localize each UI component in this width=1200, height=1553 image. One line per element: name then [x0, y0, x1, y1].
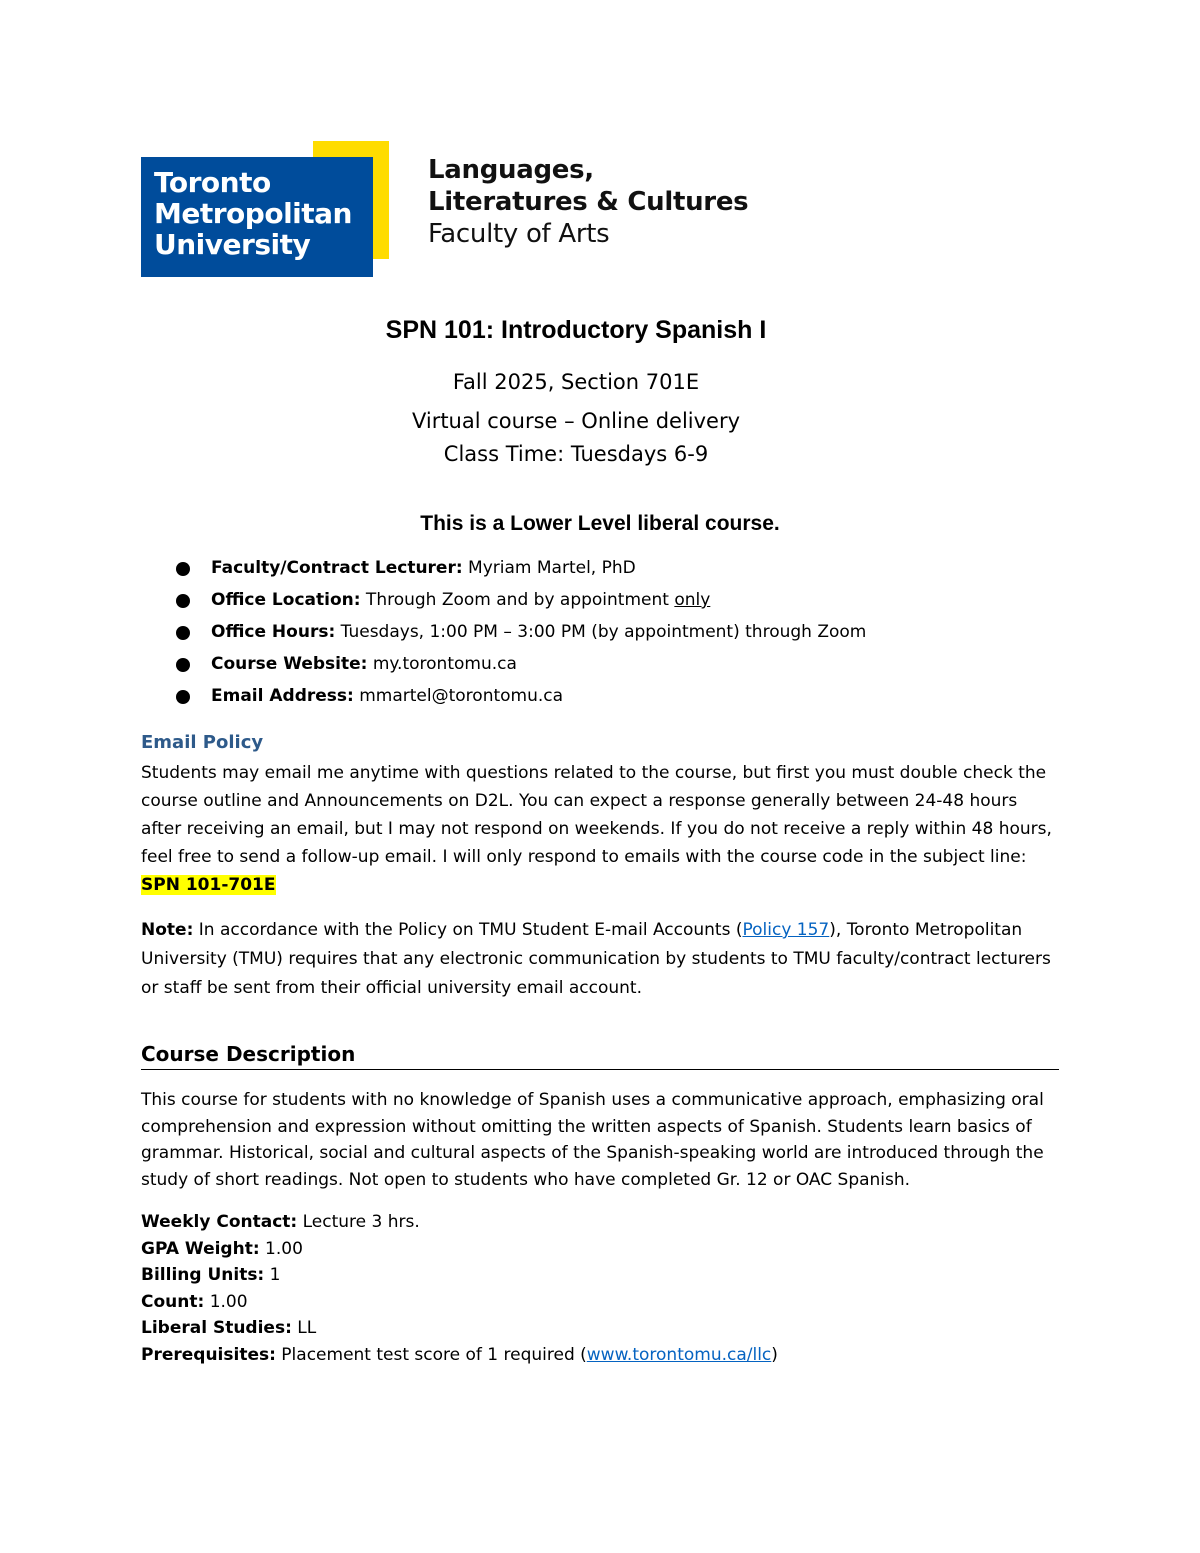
fact-weekly-contact: Weekly Contact: Lecture 3 hrs. — [141, 1212, 420, 1232]
dept-line-3: Faculty of Arts — [428, 219, 610, 249]
contact-item: Office Location: Through Zoom and by appointment only — [176, 588, 866, 620]
dept-line-2: Literatures & Cultures — [428, 187, 749, 217]
course-description-heading: Course Description — [141, 1042, 356, 1066]
contact-list — [176, 556, 866, 716]
fact-count: Count: 1.00 — [141, 1291, 248, 1312]
course-code-highlight: SPN 101-701E — [141, 875, 276, 895]
course-facts — [141, 1209, 778, 1368]
bullet-icon — [176, 690, 190, 704]
bullet-icon — [176, 626, 190, 640]
course-delivery: Virtual course – Online delivery — [411, 409, 741, 433]
logo-line-3: University — [154, 228, 311, 261]
contact-item: Faculty/Contract Lecturer: Myriam Martel, PhD — [176, 556, 866, 588]
course-term: Fall 2025, Section 701E — [452, 370, 700, 394]
fact-gpa-weight: GPA Weight: 1.00 — [141, 1238, 303, 1259]
policy-157-link[interactable]: Policy 157 — [742, 920, 830, 940]
fact-prerequisites: Prerequisites: Placement test score of 1 required (www.torontomu.ca/llc) — [141, 1344, 778, 1365]
section-divider — [141, 1069, 1059, 1070]
llc-website-link[interactable]: www.torontomu.ca/llc — [586, 1344, 772, 1365]
department-name — [428, 154, 748, 250]
bullet-icon — [176, 658, 190, 672]
fact-liberal-studies: Liberal Studies: LL — [141, 1318, 317, 1338]
logo-line-1: Toronto — [154, 166, 271, 199]
bullet-icon — [176, 594, 190, 608]
liberal-note: This is a Lower Level liberal course. — [420, 512, 780, 535]
course-title: SPN 101: Introductory Spanish I — [385, 316, 767, 344]
email-policy-text: Students may email me anytime with questions related to the course, but first you must double check the course outline and Announcements on D2L. You can expect a response generally between 24-48 hours after receiving an email, but I may not respond on weekends. If you do not receive a reply within 48 hours, feel free to send a follow-up email. I will only respond to emails with the course code in the subject line: SPN 101-701E — [141, 763, 1052, 895]
university-logo — [141, 157, 373, 277]
class-time: Class Time: Tuesdays 6-9 — [443, 442, 709, 466]
email-policy-heading: Email Policy — [141, 732, 264, 753]
bullet-icon — [176, 562, 190, 576]
logo-line-2: Metropolitan — [154, 197, 352, 230]
contact-item: Email Address: mmartel@torontomu.ca — [176, 684, 866, 716]
note-paragraph: Note: In accordance with the Policy on TMU Student E-mail Accounts (Policy 157), Toronto Metropolitan University (TMU) requires that any electronic communication by students to TMU faculty/contract lecturers or staff be sent from their official university email account. — [141, 920, 1051, 998]
dept-line-1: Languages, — [428, 155, 594, 185]
fact-billing-units: Billing Units: 1 — [141, 1265, 281, 1285]
contact-item: Office Hours: Tuesdays, 1:00 PM – 3:00 PM (by appointment) through Zoom — [176, 620, 866, 652]
contact-item: Course Website: my.torontomu.ca — [176, 652, 866, 684]
course-description-text: This course for students with no knowledge of Spanish uses a communicative approach, emphasizing oral comprehension and expression without omitting the written aspects of Spanish. Students learn basics of grammar. Historical, social and cultural aspects of the Spanish-speaking world are introduced through the study of short readings. Not open to students who have completed Gr. 12 or OAC Spanish. — [141, 1090, 1044, 1190]
